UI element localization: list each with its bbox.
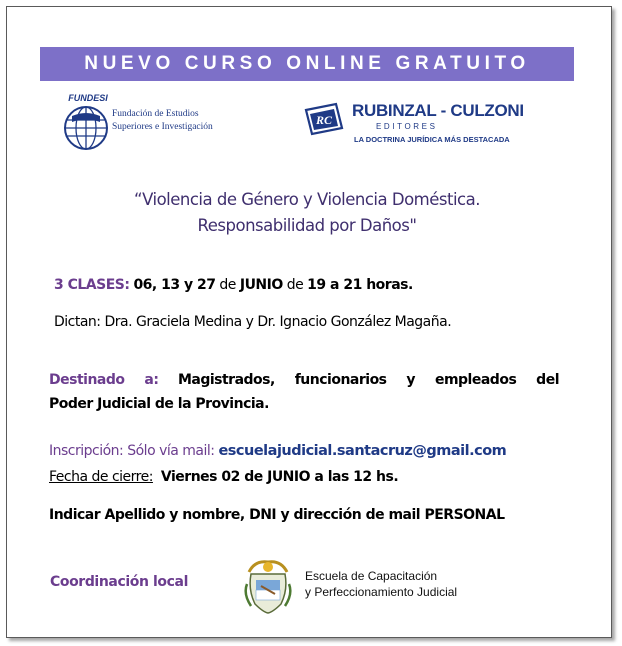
school-line-1: Escuela de Capacitación: [305, 569, 438, 583]
judicial-school-crest-icon: [243, 558, 293, 614]
deadline-value: Viernes 02 de JUNIO a las 12 hs.: [160, 469, 399, 485]
schedule-de-2: de: [286, 277, 304, 293]
rubinzal-subtitle: EDITORES: [376, 122, 438, 131]
schedule-hours: 19 a 21 horas.: [307, 277, 413, 293]
course-title-line-1: “Violencia de Género y Violencia Doméstica.: [134, 190, 480, 209]
teachers-line: Dictan: Dra. Graciela Medina y Dr. Ignacio González Magaña.: [54, 314, 452, 330]
registration-note: Indicar Apellido y nombre, DNI y dirección de mail PERSONAL: [49, 507, 505, 523]
audience-line-1: [49, 372, 559, 388]
audience-label: Destinado a:: [49, 372, 159, 388]
deadline-label: Fecha de cierre:: [49, 469, 153, 485]
signup-label: Inscripción:: [49, 443, 124, 459]
schedule-line: [54, 277, 413, 293]
course-title-line-2: Responsabilidad por Daños": [197, 216, 417, 235]
schedule-month: JUNIO: [239, 277, 283, 293]
rc-book-icon: [302, 102, 346, 138]
fundesi-name: [112, 108, 213, 134]
rc-badge-text: RC: [315, 113, 333, 127]
audience-line-2: Poder Judicial de la Provincia.: [49, 396, 269, 412]
schedule-dates: 06, 13 y 27: [133, 277, 216, 293]
fundesi-wordmark: FUNDESI: [68, 93, 108, 103]
fundesi-line-1: Fundación de Estudios: [112, 109, 199, 119]
audience-text-1: Magistrados, funcionarios y empleados del: [177, 372, 559, 388]
rubinzal-culzoni-logo: [302, 102, 532, 148]
course-banner: NUEVO CURSO ONLINE GRATUITO: [40, 47, 574, 81]
schedule-label: 3 CLASES:: [54, 277, 130, 293]
fundesi-globe-icon: [62, 92, 114, 154]
local-coordination-label: Coordinación local: [50, 574, 188, 590]
fundesi-line-2: Superiores e Investigación: [112, 122, 213, 132]
signup-email-link[interactable]: escuelajudicial.santacruz@gmail.com: [218, 443, 507, 459]
deadline-line: [49, 469, 398, 485]
fundesi-logo: [62, 92, 262, 154]
school-line-2: y Perfeccionamiento Judicial: [305, 585, 458, 599]
schedule-de-1: de: [219, 277, 236, 293]
signup-text: Sólo vía mail:: [127, 443, 215, 459]
rubinzal-tagline: LA DOCTRINA JURÍDICA MÁS DESTACADA: [354, 135, 510, 144]
judicial-school-name: [305, 568, 457, 600]
rubinzal-name: RUBINZAL - CULZONI: [352, 101, 524, 120]
signup-line: [49, 443, 506, 459]
